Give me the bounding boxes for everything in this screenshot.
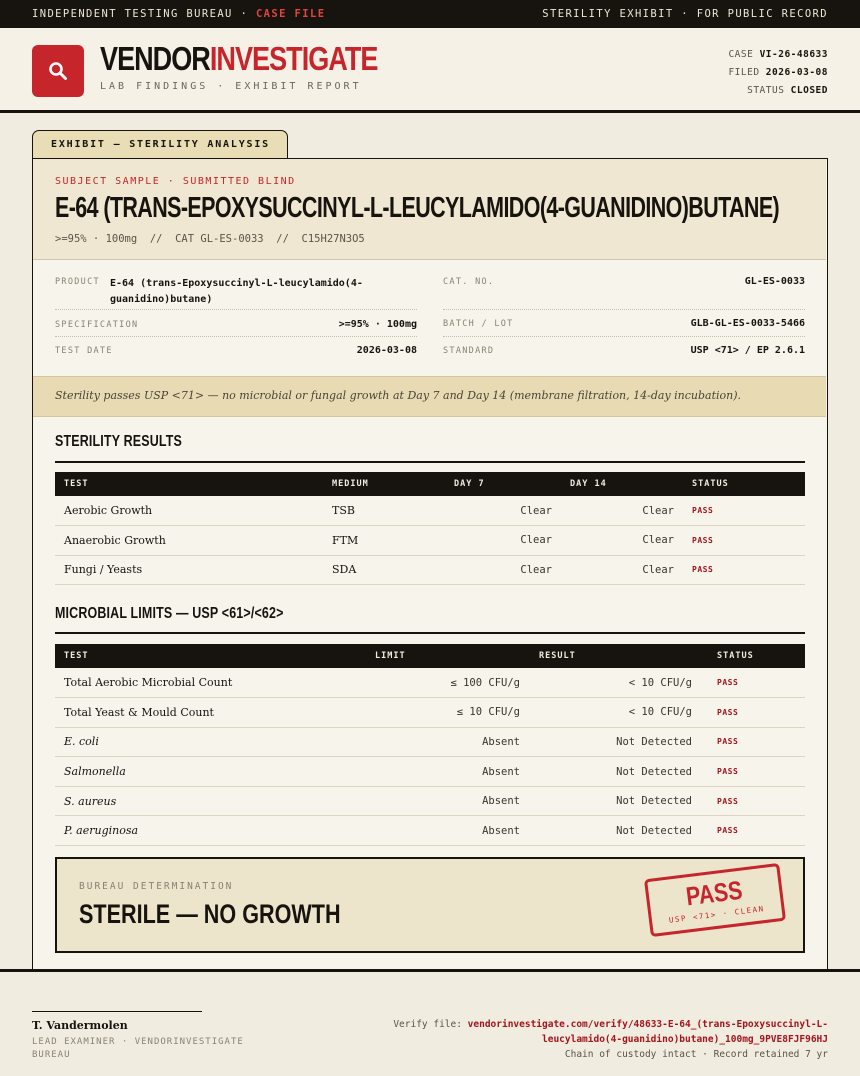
logo[interactable] [32,45,84,97]
table-row [55,668,805,698]
test-name: E. coli [55,727,295,757]
col-status: STATUS [683,472,805,496]
col-day14: DAY 14 [561,472,683,496]
limit: Absent [295,786,529,816]
case-file-label: CASE FILE [255,8,326,20]
product-row [55,271,417,310]
medium: TSB [323,496,445,526]
product-label: PRODUCT [55,277,100,287]
status-badge: PASS [701,757,805,787]
result: Not Detected [529,757,701,787]
status-badge: PASS [683,526,805,556]
cat-label: CAT. NO. [443,277,495,287]
subject-subline: >=95% · 100mg // CAT GL-ES-0033 // C15H27N3O5 [55,233,365,245]
standard-row [443,337,805,364]
bureau-label: INDEPENDENT TESTING BUREAU · [32,8,256,20]
test-name: Anaerobic Growth [55,526,323,556]
limit: Absent [295,727,529,757]
standard-label: STANDARD [443,346,495,356]
limit: ≤ 100 CFU/g [295,668,529,698]
test-name: P. aeruginosa [55,816,295,846]
signature-line [32,1011,202,1012]
result: < 10 CFU/g [529,668,701,698]
sterility-title: STERILITY RESULTS [55,433,183,450]
case-status: STATUS CLOSED [747,85,828,96]
brand-part-vendor: VENDOR [100,40,210,77]
custody-note: Chain of custody intact · Record retained 7 yr [564,1049,828,1060]
case-meta [728,46,828,100]
pass-stamp [644,863,786,937]
verify-line [328,1017,828,1047]
case-number: CASE VI-26-48633 [728,49,828,60]
stamp-main: PASS [684,874,745,912]
determination-value: STERILE — NO GROWTH [79,899,341,929]
spec-label: SPECIFICATION [55,320,139,330]
col-test: TEST [55,472,323,496]
cat-value: GL-ES-0033 [744,276,805,287]
determination-box [55,857,805,953]
verify-block [328,1017,828,1062]
day7-result: Clear [445,555,561,585]
table-row [55,698,805,728]
subject-title: E-64 (TRANS-EPOXYSUCCINYL-L-LEUCYLAMIDO(4-GUANIDINO)BUTANE) [55,192,780,224]
result: Not Detected [529,786,701,816]
test-name: S. aureus [55,786,295,816]
verify-label: Verify file: [393,1019,468,1030]
batch-value: GLB-GL-ES-0033-5466 [690,318,805,329]
batch-label: BATCH / LOT [443,319,514,329]
status-badge: PASS [701,668,805,698]
day14-result: Clear [561,526,683,556]
table-row [55,555,805,585]
examiner-name: T. Vandermolen [32,1019,128,1032]
test-name: Total Aerobic Microbial Count [55,668,295,698]
status-badge: PASS [701,786,805,816]
result: Not Detected [529,816,701,846]
subject-panel [33,159,826,260]
cat-row [443,271,805,310]
status-badge: PASS [701,816,805,846]
day14-result: Clear [561,555,683,585]
sterility-table [55,472,805,585]
table-row [55,727,805,757]
verify-link[interactable]: vendorinvestigate.com/verify/48633-E-64_(trans-Epoxysuccinyl-L-leucylamido(4-guanidino)butane)_100mg_9PVE8FJF96HJ [467,1019,828,1045]
test-name: Salmonella [55,757,295,787]
table-row [55,757,805,787]
determination-label: BUREAU DETERMINATION [79,881,234,892]
exhibit-card [32,158,828,972]
top-bar-right: STERILITY EXHIBIT · FOR PUBLIC RECORD [542,8,828,20]
medium: FTM [323,526,445,556]
brand-wordmark[interactable] [100,40,377,78]
status-badge: PASS [683,496,805,526]
product-value: E-64 (trans-Epoxysuccinyl-L-leucylamido(4-guanidino)butane) [110,278,363,305]
table-row [55,816,805,846]
table-row [55,786,805,816]
standard-value: USP <71> / EP 2.6.1 [690,345,805,356]
col-test: TEST [55,644,295,668]
day7-result: Clear [445,526,561,556]
test-name: Aerobic Growth [55,496,323,526]
table-row [55,496,805,526]
status-badge: PASS [701,727,805,757]
table-row [55,526,805,556]
microbial-header-row [55,644,805,668]
top-bar [0,0,860,28]
stamp-sub: USP <71> · CLEAN [668,904,766,925]
exhibit-tab: EXHIBIT — STERILITY ANALYSIS [32,130,288,159]
day14-result: Clear [561,496,683,526]
top-bar-left [32,8,325,20]
spec-row [55,310,417,337]
spec-value: >=95% · 100mg [338,319,417,330]
batch-row [443,310,805,337]
day7-result: Clear [445,496,561,526]
sterility-header-row [55,472,805,496]
brand-part-investigate: INVESTIGATE [209,40,378,77]
result: < 10 CFU/g [529,698,701,728]
limit: ≤ 10 CFU/g [295,698,529,728]
col-limit: LIMIT [295,644,529,668]
date-label: TEST DATE [55,346,113,356]
limit: Absent [295,757,529,787]
filed-date: FILED 2026-03-08 [728,67,828,78]
col-day7: DAY 7 [445,472,561,496]
test-name: Fungi / Yeasts [55,555,323,585]
col-result: RESULT [529,644,701,668]
footer-rule [0,969,860,972]
result: Not Detected [529,727,701,757]
date-value: 2026-03-08 [356,345,417,356]
date-row [55,337,417,364]
examiner-role: LEAD EXAMINER · VENDORINVESTIGATE BUREAU [32,1037,244,1060]
microbial-table [55,644,805,846]
test-name: Total Yeast & Mould Count [55,698,295,728]
brand-tagline: LAB FINDINGS · EXHIBIT REPORT [100,81,362,92]
status-badge: PASS [683,555,805,585]
subject-kicker: SUBJECT SAMPLE · SUBMITTED BLIND [55,176,296,187]
col-status: STATUS [701,644,805,668]
status-badge: PASS [701,698,805,728]
summary-note: Sterility passes USP <71> — no microbial or fungal growth at Day 7 and Day 14 (membrane filtration, 14-day incubation). [33,376,826,417]
magnifier-icon [47,60,69,82]
microbial-rule [55,632,805,634]
medium: SDA [323,555,445,585]
page-header [0,28,860,113]
microbial-title: MICROBIAL LIMITS — USP <61>/<62> [55,605,284,622]
limit: Absent [295,816,529,846]
col-medium: MEDIUM [323,472,445,496]
sterility-rule [55,461,805,463]
